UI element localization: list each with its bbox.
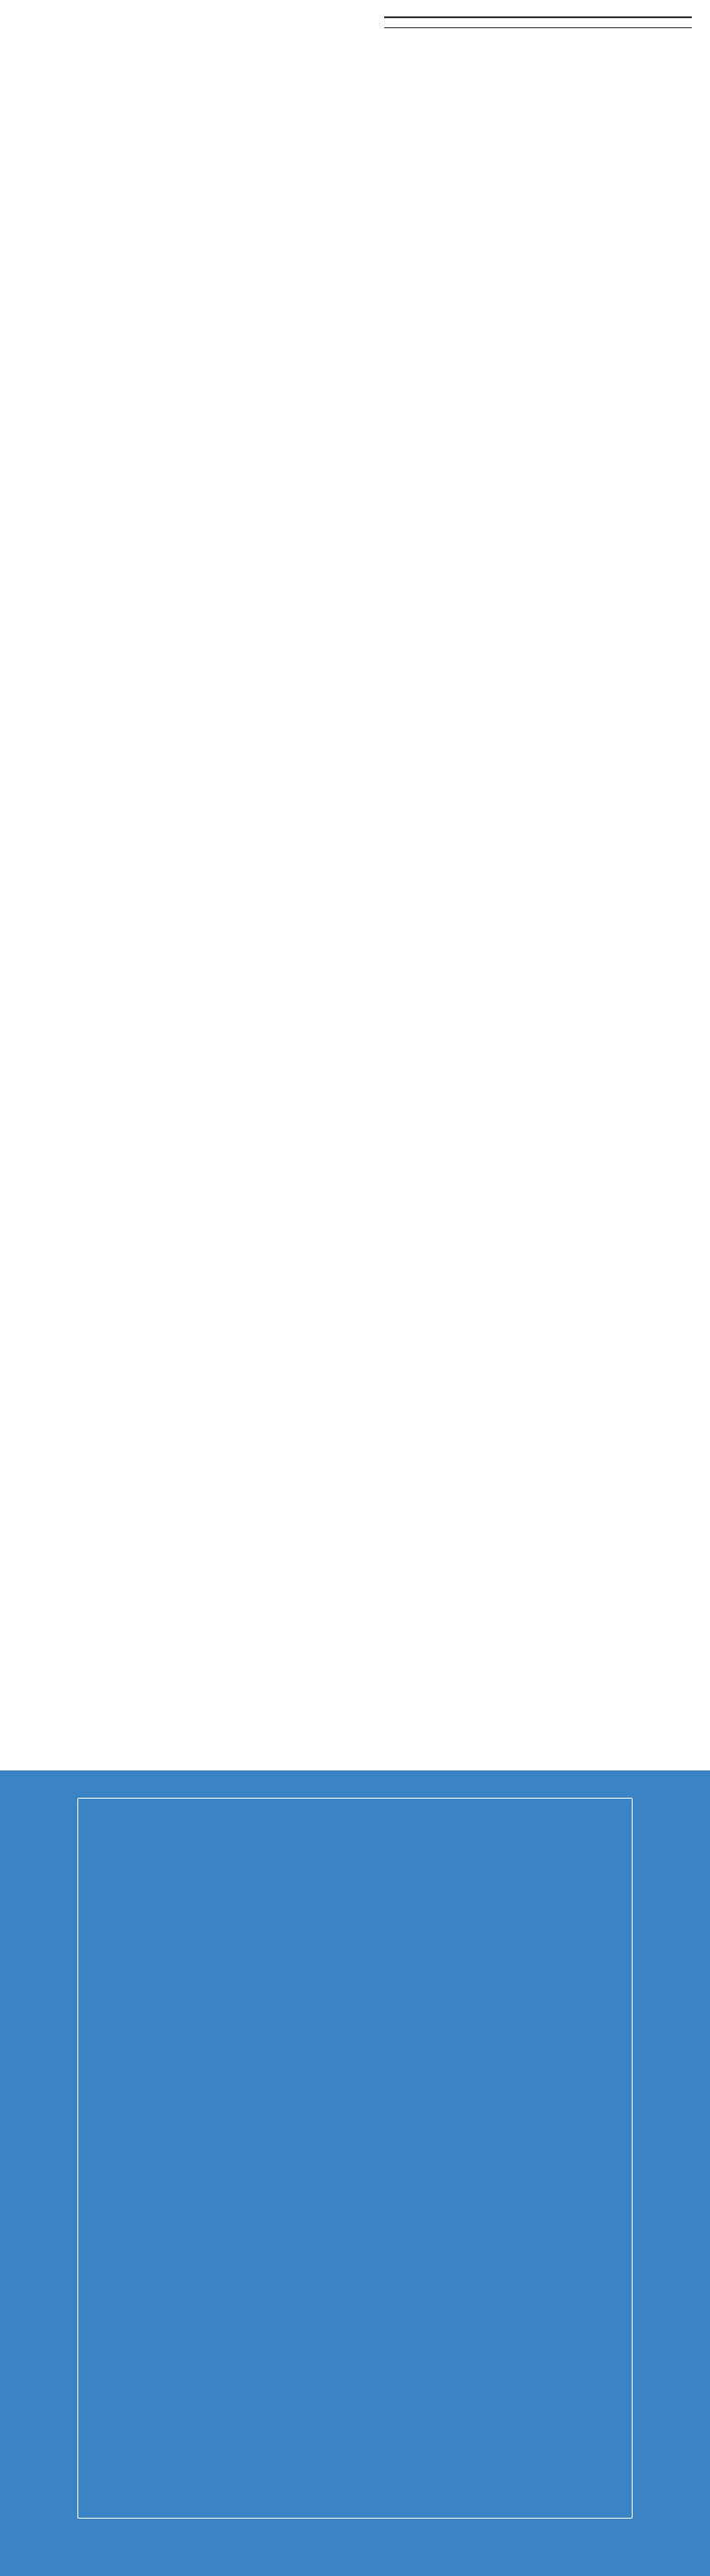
cautions-section bbox=[0, 35, 710, 85]
notice-banner bbox=[0, 1770, 710, 2576]
header-amount bbox=[487, 17, 590, 28]
notice-box bbox=[77, 1798, 633, 2519]
product-detail-page bbox=[0, 0, 710, 94]
nutrition-facts bbox=[384, 13, 692, 35]
notes-section bbox=[0, 85, 710, 94]
function-info bbox=[18, 13, 364, 35]
nutrition-section bbox=[0, 0, 710, 35]
header-percent bbox=[589, 17, 692, 28]
nutrition-table bbox=[384, 16, 692, 28]
header-per-day bbox=[384, 17, 487, 28]
